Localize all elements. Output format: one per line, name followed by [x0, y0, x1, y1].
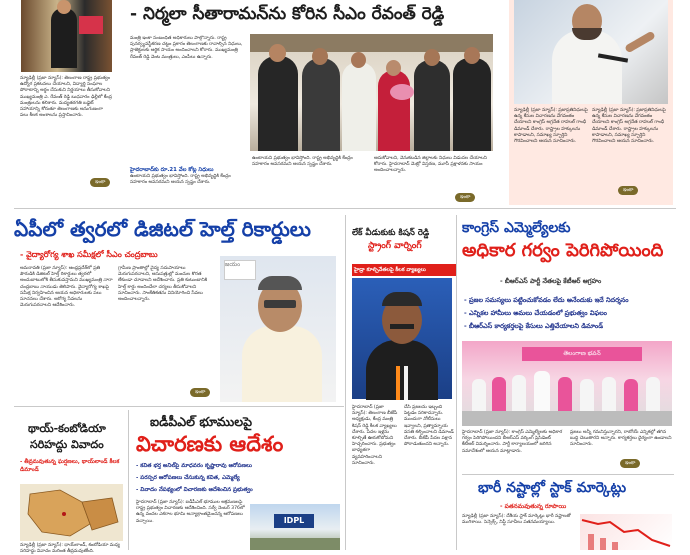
art4-read-more-button[interactable]: ఇంకా — [620, 459, 640, 468]
stock-chart-photo — [580, 514, 672, 550]
art1-col4: ఆదుకోవాలని, వెనుకబడిన జిల్లాలకు నిధులు విడుదల చేయాలని కోరారు. హైదరాబాద్ మెట్రో విస్తరణ, మూసీ ప్రక్షాళనకు సాయం అందించాలన్నారు. — [374, 156, 487, 174]
divider-bottom-v — [128, 410, 129, 550]
art3-title-2: స్ట్రాంగ్ వార్నింగ్ — [368, 241, 422, 251]
art6-bullet-3: - వివాదం నేపథ్యంలో విచారణకు ఆదేశించిన ప్రభుత్వం — [136, 487, 253, 493]
art5-deck: - తీవ్రమవుతున్న ఘర్షణలు, థాయ్‌లాండ్ కీలక డిమాండ్ — [20, 459, 120, 473]
art4-title-2: అధికార గర్వం పెరిగిపోయింది — [462, 240, 664, 261]
chandrababu-photo: జయం — [220, 256, 336, 402]
art6-title-1: ఐడీపీఎల్ భూములపై — [150, 414, 252, 429]
art5-title-2: సరిహద్దు వివాదం — [30, 438, 104, 451]
art7-title: భారీ నష్టాల్లో స్టాక్ మార్కెట్లు — [478, 480, 627, 496]
idpl-sign: IDPL — [274, 514, 314, 528]
ktr-meeting-photo — [462, 341, 672, 426]
art2-deck: - వైద్యారోగ్య శాఖ సమీక్షలో సీఎం చంద్రబాబు — [20, 250, 158, 259]
art3-body-b: చేసి ప్రజలను ఇబ్బంది పెట్టడం సరికాదన్నారు. ముందుగా నోటీసులు ఇవ్వాలని, ప్రత్యామ్నాయ వసతి కల్పించాలని డిమాండ్ చేశారు. బీజేపీ పేదల పక్షాన పోరాడుతుందని అన్నారు. — [404, 405, 454, 448]
art6-bullet-1: - కవిత భర్త అనిల్‌పై మాధవరం కృష్ణారావు ఆరోపణలు — [136, 463, 252, 469]
art4-body-2: ప్రజలు అన్నీ గమనిస్తున్నారని, రాబోయే ఎన్నికల్లో తగిన బుద్ధి చెబుతారని అన్నారు. కార్యకర్తలు ధైర్యంగా ఉండాలని సూచించారు. — [570, 430, 672, 448]
divider-mid-1 — [345, 215, 346, 550]
art3-tag: హైడ్రా కూల్చివేతలపై కీలక వ్యాఖ్యలు — [352, 264, 456, 276]
art2-col2: గ్రామీణ ప్రాంతాల్లో వైద్య సదుపాయాలు మెరుగుపరచాలని, ఆసుపత్రుల్లో మందుల కొరత లేకుండా చూడాలని ఆదేశించారు. ప్రతి కుటుంబానికి హెల్త్ కార్డు అందించేలా చర్యలు తీసుకోవాలని సూచించారు. సాంకేతికతను వినియోగించి సేవలు అందించాలన్నారు. — [118, 266, 208, 303]
art2-col1: అమరావతి (ప్రజా న్యూస్): ఆంధ్రప్రదేశ్‌లో ప్రతి పౌరుడికి డిజిటల్ హెల్త్ రికార్డులు త్వరలో అందుబాటులోకి తీసుకువస్తామని ముఖ్యమంత్రి నారా చంద్రబాబు నాయుడు తెలిపారు. వైద్యారోగ్య శాఖపై సమీక్ష నిర్వహించిన ఆయన అధికారులకు పలు సూచనలు చేశారు. ఆరోగ్య సేవలను మెరుగుపరచాలని ఆదేశించారు. — [20, 266, 113, 309]
art6-title-2: విచారణకు ఆదేశం — [136, 432, 284, 456]
art1-main-photo — [250, 34, 493, 151]
art4-bullet-1: - ప్రజల సమస్యలు పట్టించుకోవడం లేదు అనేందుకు ఇదే నిదర్శనం — [464, 296, 629, 304]
art3-title-1: లేక్ వీడుకుకు కిషన్ రెడ్డి — [352, 228, 430, 238]
art1-title: - నిర్మలా సీతారామన్‌ను కోరిన సీఎం రేవంత్ రెడ్డి — [130, 4, 445, 24]
divider-mid-2 — [456, 215, 457, 550]
art7-body: న్యూఢిల్లీ (ప్రజా న్యూస్): దేశీయ స్టాక్ మార్కెట్లు భారీ నష్టాలతో ముగిశాయి. సెన్సెక్స్, నిఫ్టీ సూచీలు పతనమయ్యాయి. — [462, 514, 571, 526]
art7-deck: - పతనమవుతున్న రూపాయి — [500, 503, 567, 510]
art5-title-1: థాయ్-కంబోడియా — [28, 422, 106, 435]
art2-title: ఏపీలో త్వరలో డిజిటల్ హెల్త్ రికార్డులు — [14, 217, 311, 241]
art1-subhead: హైదరాబాద్‌కు రూ.21 వేల కోట్ల నిధులు — [130, 167, 214, 173]
divider-top — [14, 208, 676, 209]
top-left-photo — [21, 0, 112, 72]
art4-body: హైదరాబాద్ (ప్రజా న్యూస్): కాంగ్రెస్ ఎమ్మెల్యేలకు అధికార గర్వం పెరిగిపోయిందని బీఆర్ఎస్ వర్కింగ్ ప్రెసిడెంట్ కేటీఆర్ విమర్శించారు. పార్టీ కార్యాలయంలో జరిగిన సమావేశంలో ఆయన మాట్లాడారు. — [462, 430, 563, 454]
thai-map — [20, 484, 123, 541]
art1-col3: ఉంటాయని ప్రభుత్వం భావిస్తోంది. రాష్ట్ర అభివృద్ధికి కేంద్రం సహకారం అవసరమని ఆయన స్పష్టం చేశారు. — [252, 156, 353, 168]
art1-col1: న్యూఢిల్లీ (ప్రజా న్యూస్): తెలంగాణ రాష్ట్ర ప్రభుత్వం ఉద్యోగ ప్రకటనలు చేయాలని, విద్యార్థి సంఘాల పోరాటాన్ని అర్థం చేసుకుని నిర్ణయాలు తీసుకోవాలని ముఖ్యమంత్రి ఎ. రేవంత్ రెడ్డి బుధవారం ఢిల్లీలో కేంద్ర మంత్రులను కలిశారు. మద్యతరగతి బడ్జెట్ సహాయాన్ని కోరుతూ తెలంగాణకు అనుగుణంగా పలు కీలక అంశాలను ప్రస్తావించారు. — [20, 76, 112, 119]
art4-deck: - బీఆర్ఎస్ పార్టీ నేతలపై కేటీఆర్ ఆగ్రహం — [500, 277, 602, 285]
kishan-reddy-photo — [352, 278, 452, 399]
art1-col2: మంత్రి ఇంకా సంబంధిత అధికారులు పాల్గొన్నారు. రాష్ట్ర పునర్వ్యవస్థీకరణ చట్టం ప్రకారం తెలంగాణకు రావాల్సిన నిధులు, ప్రాజెక్టులకు ఆర్థిక సాయం అందించాలని కోరారు. ముఖ్యమంత్రి రేవంత్ రెడ్డి వెంట మంత్రులు, ఎంపీలు ఉన్నారు. — [130, 36, 243, 60]
art6-bullet-2: - పరస్పర ఆరోపణలు చేసుకున్న కవిత, ఎమ్మెల్యే — [136, 475, 240, 481]
art1-col5: న్యూఢిల్లీ (ప్రజా న్యూస్): ప్రజాప్రతినిధులపై ఉన్న కేసుల విచారణను వేగవంతం చేయాలని కాంగ్రెస్ అగ్రనేత రాహుల్ గాంధీ డిమాండ్ చేశారు. రాష్ట్రాల హక్కులను కాపాడాలని, సమాఖ్య స్ఫూర్తిని గౌరవించాలని ఆయన సూచించారు. — [514, 108, 588, 145]
art5-body: న్యూఢిల్లీ (ప్రజా న్యూస్): థాయ్‌లాండ్, కంబోడియా మధ్య సరిహద్దు వివాదం మరింత తీవ్రమవుతోంది. — [20, 543, 120, 555]
art1-read-more-button-3[interactable]: ఇంకా — [618, 186, 638, 195]
art4-bullet-2: - ఎన్నికల హామీలు అమలు చేయడంలో ప్రభుత్వం విఫలం — [464, 309, 607, 317]
idpl-photo — [250, 504, 340, 550]
art1-col6: న్యూఢిల్లీ (ప్రజా న్యూస్): ప్రజాప్రతినిధులపై ఉన్న కేసుల విచారణను వేగవంతం చేయాలని కాంగ్రెస్ అగ్రనేత రాహుల్ గాంధీ డిమాండ్ చేశారు. రాష్ట్రాల హక్కులను కాపాడాలని, సమాఖ్య స్ఫూర్తిని గౌరవించాలని ఆయన సూచించారు. — [592, 108, 666, 145]
rahul-photo — [514, 0, 668, 104]
divider-bottom-right — [462, 474, 674, 475]
art2-read-more-button[interactable]: ఇంకా — [190, 388, 210, 397]
stock-decline-graphic — [580, 514, 672, 550]
map-shape — [20, 484, 123, 541]
divider-bottom — [14, 406, 344, 407]
art3-body-a: హైదరాబాద్ (ప్రజా న్యూస్): తెలంగాణ బీజేపీ అధ్యక్షుడు, కేంద్ర మంత్రి కిషన్ రెడ్డి కీలక వ్యాఖ్యలు చేశారు. పేదల ఇళ్లను కూల్చితే ఊరుకోబోమని హెచ్చరించారు. ప్రభుత్వం బాధ్యతగా వ్యవహరించాలని సూచించారు. — [352, 405, 398, 466]
art4-title-1: కాంగ్రెస్ ఎమ్మెల్యేలకు — [462, 220, 571, 236]
art1-read-more-button-2[interactable]: ఇంకా — [455, 193, 475, 202]
art4-bullet-3: - బీఆర్ఎస్ కార్యకర్తలపై కేసులు ఎత్తివేయాలని డిమాండ్ — [464, 322, 604, 330]
art4-banner: తెలంగాణ భవన్ — [522, 347, 642, 361]
art6-body: హైదరాబాద్ (ప్రజా న్యూస్): ఐడీపీఎల్ భూముల ఆక్రమణలపై రాష్ట్ర ప్రభుత్వం విచారణకు ఆదేశించింది. సర్వే నెంబర్ 376లో ఉన్న వందల ఎకరాల భూమి అన్యాక్రాంతమైందన్న ఆరోపణలు వచ్చాయి. — [136, 500, 245, 524]
art1-col2b: ఉంటాయని ప్రభుత్వం భావిస్తోంది. రాష్ట్ర అభివృద్ధికి కేంద్రం సహకారం అవసరమని ఆయన స్పష్టం చేశారు. — [130, 174, 231, 186]
art1-read-more-button[interactable]: ఇంకా — [90, 178, 110, 187]
